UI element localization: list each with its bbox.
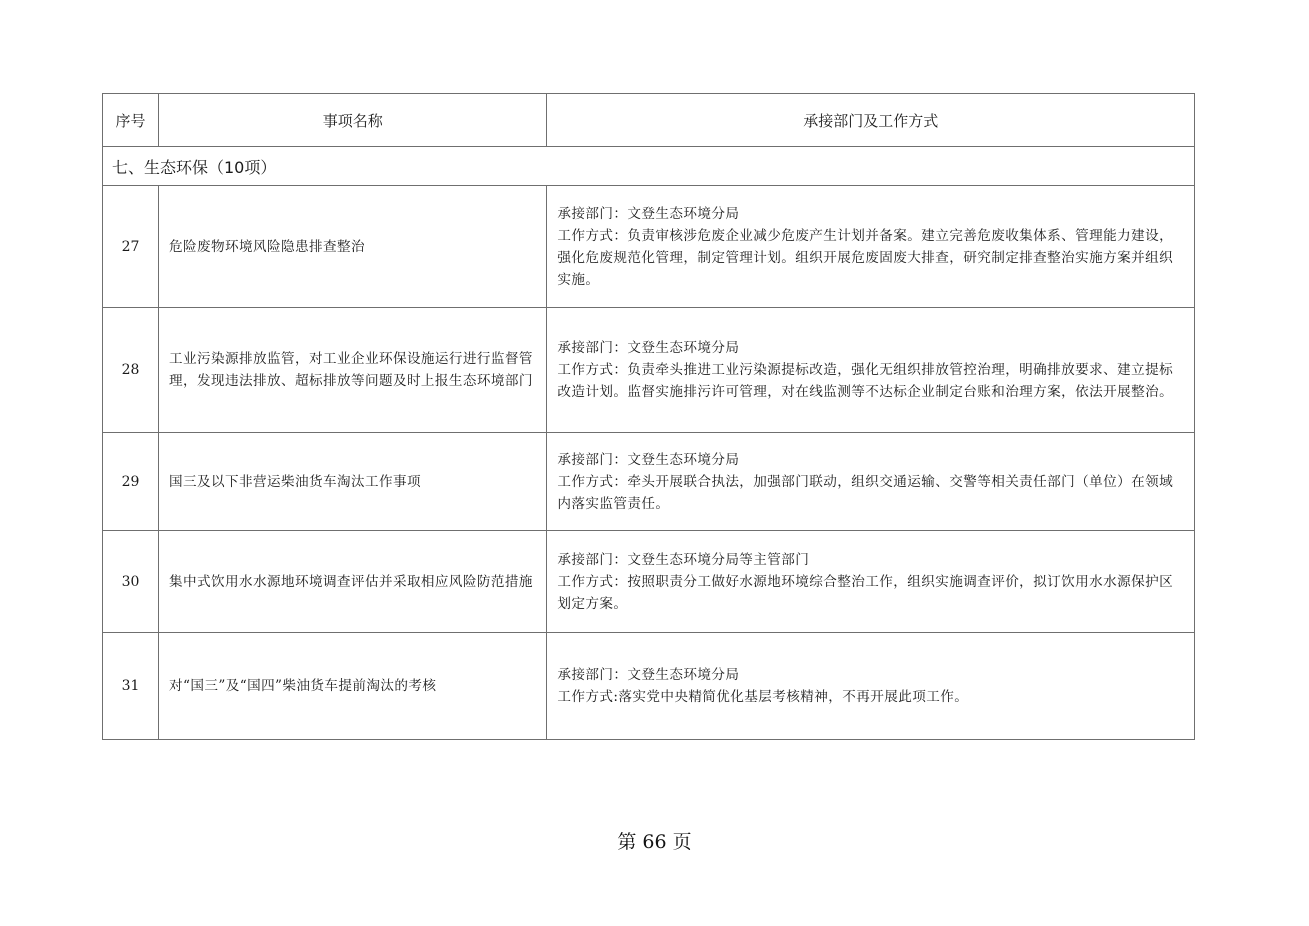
row-work-method: 工作方式：负责牵头推进工业污染源提标改造，强化无组织排放管控治理，明确排放要求、建立提标改造计划。监督实施排污许可管理，对在线监测等不达标企业制定台账和治理方案，依法开展整治。 xyxy=(557,362,1174,400)
header-serial-number: 序号 xyxy=(103,94,159,147)
row-item-name: 国三及以下非营运柴油货车淘汰工作事项 xyxy=(159,433,547,531)
row-work-method: 工作方式：负责审核涉危废企业减少危废产生计划并备案。建立完善危废收集体系、管理能力建设，强化危废规范化管理，制定管理计划。组织开展危废固废大排查，研究制定排查整治实施方案并组织实施。 xyxy=(557,227,1174,288)
header-department-method: 承接部门及工作方式 xyxy=(547,94,1195,147)
row-department: 承接部门：文登生态环境分局 xyxy=(557,340,740,356)
header-item-name: 事项名称 xyxy=(159,94,547,147)
section-row xyxy=(103,147,1195,186)
table-row xyxy=(103,633,1195,740)
row-work-method: 工作方式：牵头开展联合执法，加强部门联动，组织交通运输、交警等相关责任部门（单位）在领域内落实监管责任。 xyxy=(557,473,1174,512)
row-department-cell xyxy=(547,633,1195,740)
row-serial-number: 27 xyxy=(103,186,159,308)
row-item-name: 对“国三”及“国四”柴油货车提前淘汰的考核 xyxy=(159,633,547,740)
row-item-name: 集中式饮用水水源地环境调查评估并采取相应风险防范措施 xyxy=(159,531,547,633)
row-serial-number: 31 xyxy=(103,633,159,740)
row-item-name: 工业污染源排放监管，对工业企业环保设施运行进行监督管理，发现违法排放、超标排放等问题及时上报生态环境部门 xyxy=(159,308,547,433)
row-department-cell xyxy=(547,531,1195,633)
table-row xyxy=(103,531,1195,633)
row-department: 承接部门：文登生态环境分局等主管部门 xyxy=(557,551,810,568)
row-work-method: 工作方式：按照职责分工做好水源地环境综合整治工作，组织实施调查评价，拟订饮用水水源保护区划定方案。 xyxy=(557,573,1174,612)
section-title: 七、生态环保（10项） xyxy=(103,147,1195,186)
page-number: 第 66 页 xyxy=(617,831,692,853)
row-department: 承接部门：文登生态环境分局 xyxy=(557,667,740,683)
matters-table xyxy=(102,93,1195,740)
table-row xyxy=(103,186,1195,308)
row-serial-number: 30 xyxy=(103,531,159,633)
row-department: 承接部门：文登生态环境分局 xyxy=(557,205,740,222)
table-row xyxy=(103,308,1195,433)
row-serial-number: 28 xyxy=(103,308,159,433)
row-department-cell xyxy=(547,433,1195,531)
row-serial-number: 29 xyxy=(103,433,159,531)
row-department-cell xyxy=(547,186,1195,308)
row-department: 承接部门：文登生态环境分局 xyxy=(557,451,740,468)
row-work-method: 工作方式:落实党中央精简优化基层考核精神，不再开展此项工作。 xyxy=(557,689,969,705)
row-item-name: 危险废物环境风险隐患排查整治 xyxy=(159,186,547,308)
table-header-row xyxy=(103,94,1195,147)
row-department-cell xyxy=(547,308,1195,433)
table-row xyxy=(103,433,1195,531)
